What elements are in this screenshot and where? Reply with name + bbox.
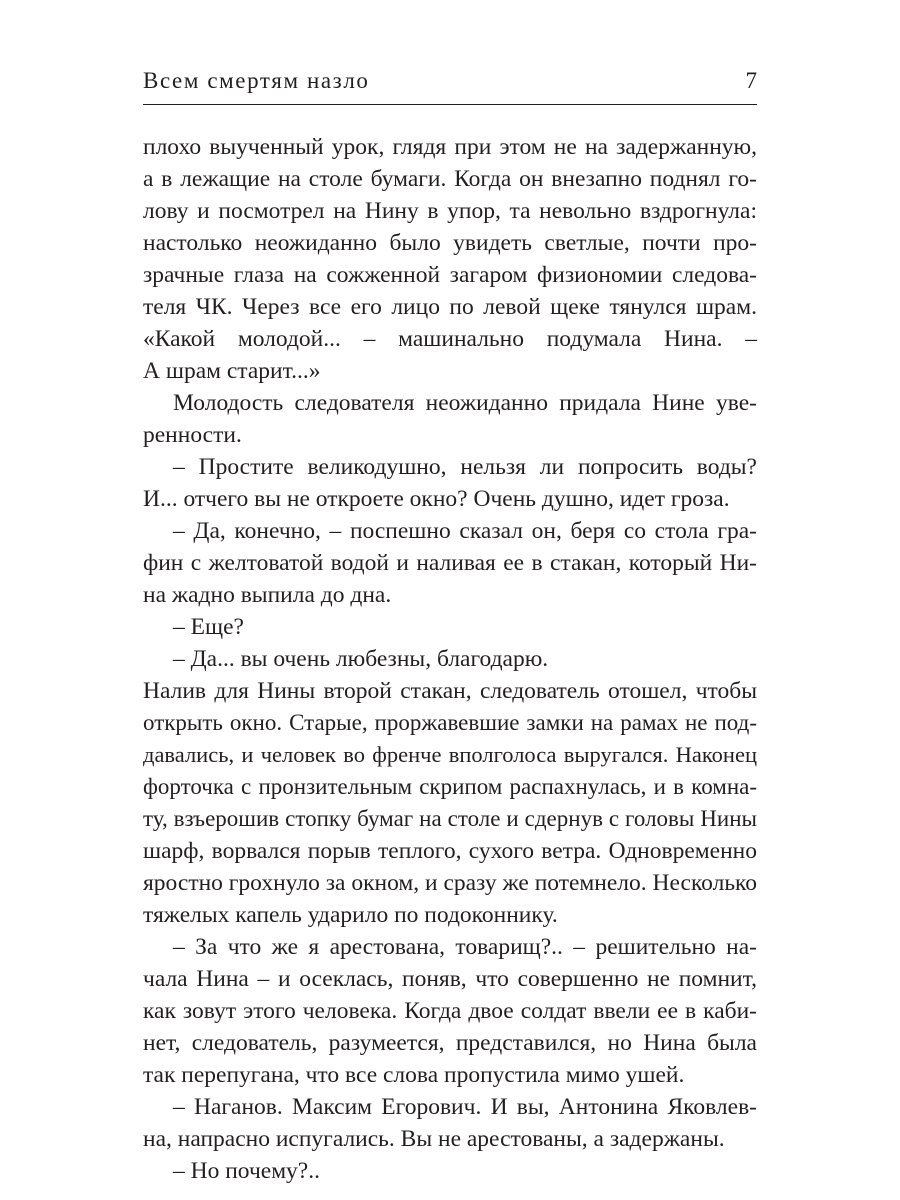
page-number: 7 xyxy=(745,68,757,93)
text-line: тяжелых капель ударило по подоконнику. xyxy=(143,902,558,928)
text-line: на жадно выпила до дна. xyxy=(143,582,392,608)
text-line: лову и посмотрел на Нину в упор, та невольно вздрогнула: xyxy=(143,198,757,224)
text-line: шарф, ворвался порыв теплого, сухого ветра. Одновременно xyxy=(143,838,757,864)
text-line: – Да, конечно, – поспешно сказал он, беря со стола гра- xyxy=(173,518,757,544)
text-line: так перепугана, что все слова пропустила мимо ушей. xyxy=(143,1062,685,1088)
text-line: – Простите великодушно, нельзя ли попросить воды? xyxy=(173,454,757,480)
text-line: ренности. xyxy=(143,422,242,448)
text-line: давались, и человек во френче вполголоса выругался. Наконец xyxy=(143,742,757,767)
text-line: – Да... вы очень любезны, благодарю. xyxy=(173,646,549,672)
text-line: открыть окно. Старые, проржавевшие замки на рамах не под- xyxy=(143,710,757,735)
text-line: форточка с пронзительным скрипом распахнулась, и в комна- xyxy=(143,774,757,799)
text-line: – Наганов. Максим Егорович. И вы, Антонина Яковлев- xyxy=(173,1094,757,1120)
text-line: чала Нина – и осеклась, поняв, что совершенно не помнит, xyxy=(143,966,757,992)
text-line: на, напрасно испугались. Вы не арестованы, а задержаны. xyxy=(143,1126,725,1152)
text-line: нет, следователь, разумеется, представился, но Нина была xyxy=(143,1030,757,1056)
text-line: Молодость следователя неожиданно придала Нине уве- xyxy=(173,390,757,416)
text-line: ту, взъерошив стопку бумаг на столе и сдернув с головы Нины xyxy=(143,806,757,831)
text-line: зрачные глаза на сожженной загаром физиономии следова- xyxy=(143,262,757,288)
text-line: – Еще? xyxy=(173,614,244,640)
text-line: «Какой молодой... – машинально подумала Нина. – xyxy=(143,326,757,352)
text-line: А шрам старит...» xyxy=(143,358,321,384)
running-title: Всем смертям назло xyxy=(143,68,370,93)
text-line: как зовут этого человека. Когда двое солдат ввели ее в каби- xyxy=(143,998,757,1024)
text-line: И... отчего вы не откроете окно? Очень душно, идет гроза. xyxy=(143,486,730,512)
text-line: – За что же я арестована, товарищ?.. – решительно на- xyxy=(173,934,757,960)
running-header xyxy=(143,64,757,105)
text-line: а в лежащие на столе бумаги. Когда он внезапно поднял го- xyxy=(143,166,757,192)
body-text xyxy=(143,131,757,1187)
text-line: плохо выученный урок, глядя при этом не на задержанную, xyxy=(143,134,757,160)
text-line: яростно грохнуло за окном, и сразу же потемнело. Несколько xyxy=(143,870,758,896)
text-line: теля ЧК. Через все его лицо по левой щеке тянулся шрам. xyxy=(143,294,757,320)
text-line: фин с желтоватой водой и наливая ее в стакан, который Ни- xyxy=(143,550,757,576)
text-line: Налив для Нины второй стакан, следователь отошел, чтобы xyxy=(143,678,757,704)
text-line: – Но почему?.. xyxy=(173,1158,320,1184)
text-line: настолько неожиданно было увидеть светлые, почти про- xyxy=(143,230,757,256)
